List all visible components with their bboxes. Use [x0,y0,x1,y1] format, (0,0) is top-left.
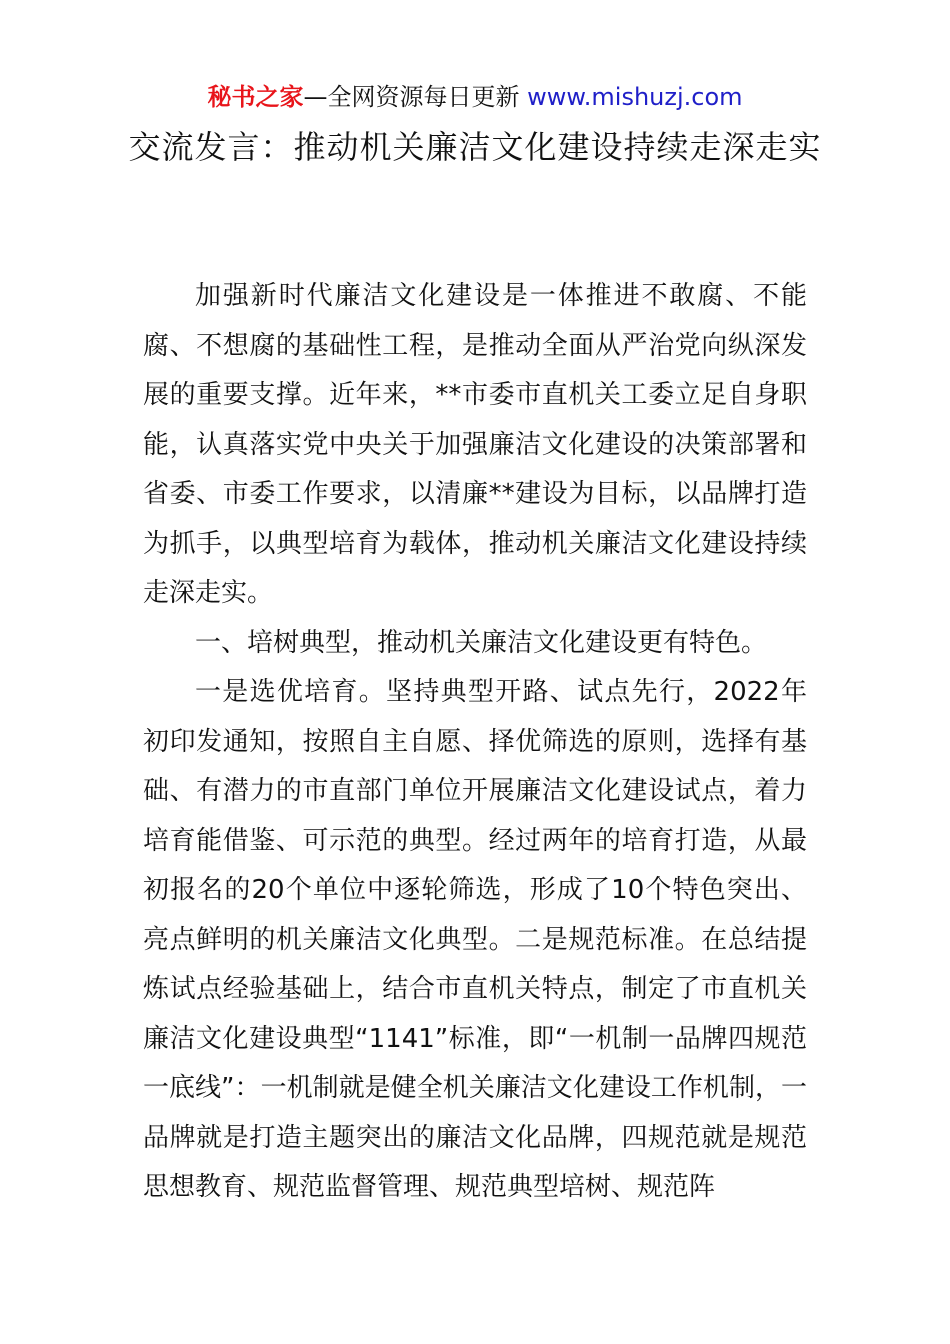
document-title: 交流发言：推动机关廉洁文化建设持续走深走实 [128,128,822,166]
body-paragraph: 加强新时代廉洁文化建设是一体推进不敢腐、不能腐、不想腐的基础性工程，是推动全面从严治党向纵深发展的重要支撑。近年来，**市委市直机关工委立足自身职能，认真落实党中央关于加强廉洁文化建设的决策部署和省委、市委工作要求，以清廉**建设为目标，以品牌打造为抓手，以典型培育为载体，推动机关廉洁文化建设持续走深走实。 [143,281,807,608]
header-banner [0,80,950,114]
brand-name: 秘书之家 [207,83,304,111]
header-tagline: —全网资源每日更新 [303,83,528,111]
body-paragraph: 一是选优培育。坚持典型开路、试点先行，2022年初印发通知，按照自主自愿、择优筛选的原则，选择有基础、有潜力的市直部门单位开展廉洁文化建设试点，着力培育能借鉴、可示范的典型。经过两年的培育打造，从最初报名的20个单位中逐轮筛选，形成了10个特色突出、亮点鲜明的机关廉洁文化典型。二是规范标准。在总结提炼试点经验基础上，结合市直机关特点，制定了市直机关廉洁文化建设典型“1141”标准，即“一机制一品牌四规范一底线”：一机制就是健全机关廉洁文化建设工作机制，一品牌就是打造主题突出的廉洁文化品牌，四规范就是规范思想教育、规范监督管理、规范典型培树、规范阵 [143,677,807,1202]
document-body [143,272,807,1213]
site-url-link[interactable]: www.mishuzj.com [527,83,743,111]
section-heading: 一、培树典型，推动机关廉洁文化建设更有特色。 [195,627,768,658]
